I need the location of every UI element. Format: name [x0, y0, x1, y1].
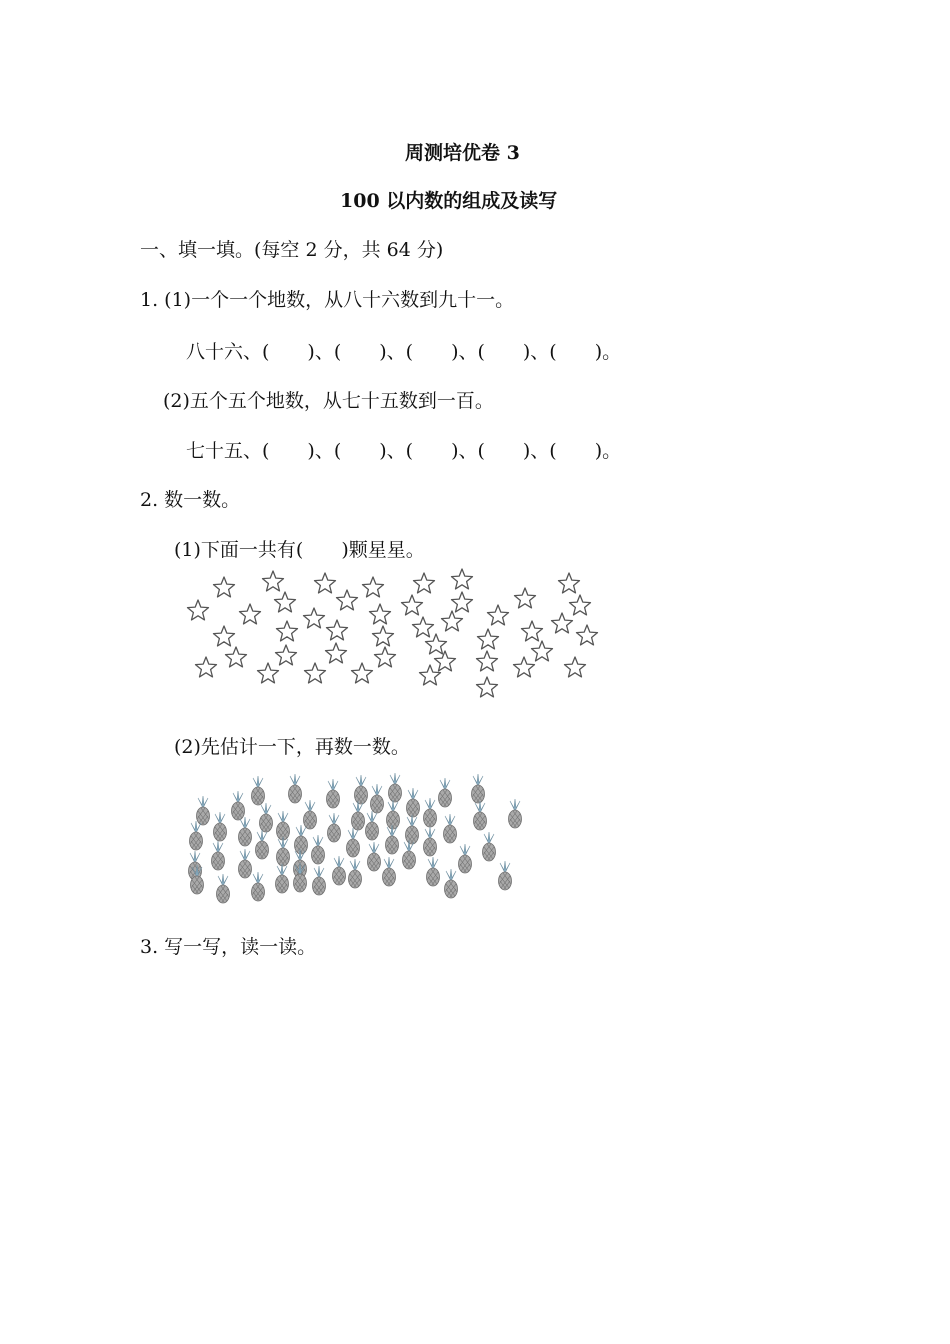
pineapple-icon — [214, 812, 227, 841]
pineapple-icon — [349, 859, 362, 888]
pineapple-icon — [313, 866, 326, 895]
pineapple-icon — [252, 776, 265, 805]
pineapple-icon — [483, 832, 496, 861]
pineapple-icon — [260, 803, 273, 832]
pineapple-icon — [499, 861, 512, 890]
pineapple-icon — [352, 801, 365, 830]
pineapple-icon — [424, 798, 437, 827]
pineapple-icon — [406, 815, 419, 844]
question-1-part-2: (2)五个五个地数，从七十五数到一百。 — [163, 390, 494, 412]
question-1-part-1: 1. (1)一个一个地数，从八十六数到九十一。 — [140, 289, 515, 311]
pineapple-icon — [424, 827, 437, 856]
pineapple-icon — [312, 835, 325, 864]
page-title: 周测培优卷 3 — [405, 142, 520, 164]
pineapple-icon — [295, 825, 308, 854]
pineapple-icon — [232, 791, 245, 820]
pineapple-icon — [197, 796, 210, 825]
question-1-part-1-blanks: 八十六、( )、( )、( )、( )、( )。 — [186, 341, 622, 363]
pineapple-icon — [277, 811, 290, 840]
pineapple-icon — [366, 811, 379, 840]
pineapple-icon — [239, 849, 252, 878]
pineapple-icon — [403, 840, 416, 869]
question-1-part-2-blanks: 七十五、( )、( )、( )、( )、( )。 — [186, 440, 622, 462]
pineapple-icon — [474, 801, 487, 830]
pineapple-icon — [383, 857, 396, 886]
question-2-part-2: (2)先估计一下，再数一数。 — [174, 736, 410, 758]
pineapple-icon — [190, 821, 203, 850]
pineapple-icon — [189, 851, 202, 880]
pineapple-icon — [445, 869, 458, 898]
pineapple-icon — [509, 799, 522, 828]
pineapple-icon — [256, 830, 269, 859]
pineapple-icon — [239, 817, 252, 846]
pineapple-icon — [212, 841, 225, 870]
pineapple-icon — [289, 774, 302, 803]
pineapple-icon — [333, 856, 346, 885]
pineapple-icon — [277, 837, 290, 866]
pineapple-icon — [304, 800, 317, 829]
question-2-part-1: (1)下面一共有( )颗星星。 — [174, 539, 425, 561]
question-3-label: 3. 写一写，读一读。 — [140, 936, 317, 958]
pineapple-icon — [347, 828, 360, 857]
pineapple-icon — [355, 775, 368, 804]
pineapple-icon — [386, 825, 399, 854]
pineapple-icon — [407, 788, 420, 817]
pineapple-icon — [427, 857, 440, 886]
question-2-label: 2. 数一数。 — [140, 489, 241, 511]
pineapple-icon — [217, 874, 230, 903]
pineapple-icon — [444, 814, 457, 843]
pineapple-icon — [328, 813, 341, 842]
pineapple-icon — [439, 778, 452, 807]
pineapple-icon — [276, 864, 289, 893]
section-heading: 一、填一填。(每空 2 分，共 64 分) — [140, 239, 444, 261]
page-subtitle: 100 以内数的组成及读写 — [340, 190, 558, 212]
pineapple-icon — [371, 784, 384, 813]
pineapple-icon — [472, 774, 485, 803]
pineapple-icon — [327, 779, 340, 808]
pineapple-icon — [459, 844, 472, 873]
pineapple-icon — [387, 800, 400, 829]
pineapple-icon — [368, 842, 381, 871]
pineapple-icon — [389, 773, 402, 802]
pineapple-icon — [252, 872, 265, 901]
